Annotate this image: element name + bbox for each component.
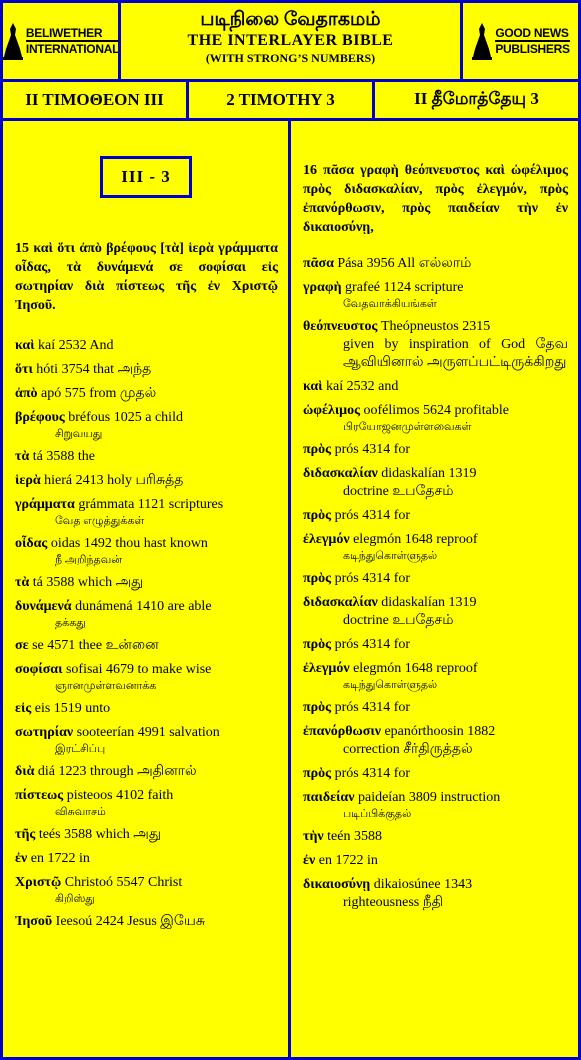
transliteration: prós 4314 for	[334, 637, 411, 652]
transliteration: grámmata 1121 scriptures	[78, 497, 224, 512]
word-entry	[15, 496, 278, 529]
transliteration: Ieesoú 2424 Jesus இயேசு	[55, 914, 205, 929]
transliteration: diá 1223 through அதினால்	[37, 764, 197, 779]
word-entry	[303, 723, 568, 759]
word-entry	[15, 535, 278, 568]
greek-word: τὰ	[15, 449, 30, 464]
bell-icon	[2, 21, 24, 61]
book-bar	[3, 82, 578, 121]
word-entry	[15, 874, 278, 907]
logo-line1: GOOD NEWS	[495, 26, 569, 40]
transliteration: paideían 3809 instruction	[357, 790, 501, 805]
right-column	[291, 121, 578, 1057]
tamil-meaning: விசுவாசம்	[55, 806, 106, 818]
word-entry	[303, 531, 568, 564]
header	[3, 3, 578, 82]
greek-word: πρὸς	[303, 571, 332, 586]
greek-word: γράμματα	[15, 497, 75, 512]
transliteration: Christoó 5547 Christ	[64, 875, 183, 890]
word-entry	[15, 409, 278, 442]
tamil-meaning: கிறிஸ்து	[55, 893, 95, 905]
word-entry	[15, 700, 278, 718]
greek-word: Ἰησοῦ	[15, 914, 53, 929]
word-entry	[15, 724, 278, 757]
greek-word: δικαιοσύνῃ	[303, 877, 371, 892]
greek-word: σωτηρίαν	[15, 725, 74, 740]
word-entry	[303, 441, 568, 459]
greek-word: ἐν	[15, 851, 28, 866]
transliteration: dunámená 1410 are able	[75, 599, 212, 614]
transliteration: elegmón 1648 reproof	[353, 532, 478, 547]
greek-word: οἶδας	[15, 536, 48, 551]
greek-word: θεόπνευστος	[303, 319, 378, 334]
bellwether-logo	[3, 3, 121, 79]
left-column	[3, 121, 291, 1057]
transliteration: se 4571 thee உன்னை	[32, 638, 159, 653]
transliteration: hierá 2413 holy பரிசுத்த	[44, 473, 184, 488]
tamil-meaning: நீ அறிந்தவன்	[55, 554, 122, 566]
greek-word: πᾶσα	[303, 256, 334, 271]
greek-word: σε	[15, 638, 29, 653]
meaning: doctrine உபதேசம்	[343, 613, 454, 628]
greek-word: πίστεως	[15, 788, 64, 803]
chapter-label: III - 3	[100, 156, 192, 198]
word-entry	[303, 594, 568, 630]
word-entry	[15, 361, 278, 379]
greek-word: σοφίσαι	[15, 662, 63, 677]
word-entry	[303, 852, 568, 870]
transliteration: sofisai 4679 to make wise	[65, 662, 212, 677]
greek-word: βρέφους	[15, 410, 65, 425]
tamil-meaning: வேதவாக்கியங்கள்	[343, 298, 437, 310]
meaning: given by inspiration of God தேவ ஆவியினால் அருளப்பட்டிருக்கிறது	[343, 337, 568, 370]
greek-word: καὶ	[15, 338, 35, 353]
greek-word: καὶ	[303, 379, 323, 394]
verse-15: 15 καὶ ὅτι ἀπὸ βρέφους [τὰ] ἱερὰ γράμματα οἶδας, τὰ δυνάμενά σε σοφίσαι εἰς σωτηρίαν διὰ πίστεως τῆς ἐν Χριστῷ Ἰησοῦ.	[15, 241, 278, 313]
word-entry	[303, 699, 568, 717]
transliteration: en 1722 in	[30, 851, 90, 866]
logo-line2: INTERNATIONAL	[25, 42, 120, 56]
transliteration: epanórthoosin 1882	[384, 724, 496, 739]
book-tamil: II தீமோத்தேயு 3	[414, 89, 539, 108]
word-entry	[303, 828, 568, 846]
greek-word: διὰ	[15, 764, 35, 779]
greek-word: πρὸς	[303, 637, 332, 652]
meaning: doctrine உபதேசம்	[343, 484, 454, 499]
greek-word: γραφὴ	[303, 280, 342, 295]
transliteration: tá 3588 which அது	[32, 575, 144, 590]
transliteration: prós 4314 for	[334, 571, 411, 586]
transliteration: apó 575 from முதல்	[40, 386, 157, 401]
word-list	[15, 337, 278, 931]
word-entry	[303, 402, 568, 435]
transliteration: didaskalían 1319	[381, 595, 477, 610]
transliteration: sooteerían 4991 salvation	[76, 725, 220, 740]
word-list	[303, 255, 568, 912]
greek-word: ὠφέλιμος	[303, 403, 361, 418]
transliteration: bréfous 1025 a child	[68, 410, 183, 425]
word-entry	[303, 507, 568, 525]
tamil-meaning: கடிந்துகொள்ளுதல்	[343, 679, 438, 691]
greek-word: τὰ	[15, 575, 30, 590]
word-entry	[303, 318, 568, 372]
transliteration: teés 3588 which அது	[38, 827, 161, 842]
greek-word: δυνάμενά	[15, 599, 72, 614]
transliteration: eis 1519 unto	[34, 701, 111, 716]
greek-word: Χριστῷ	[15, 875, 62, 890]
word-entry	[15, 337, 278, 355]
greek-word: ἐπανόρθωσιν	[303, 724, 381, 739]
word-entry	[15, 850, 278, 868]
transliteration: Theópneustos 2315	[380, 319, 491, 334]
word-entry	[303, 378, 568, 396]
word-entry	[303, 636, 568, 654]
logo-line2: PUBLISHERS	[495, 42, 570, 56]
meaning: righteousness நீதி	[343, 895, 444, 910]
word-entry	[303, 765, 568, 783]
transliteration: en 1722 in	[318, 853, 378, 868]
word-entry	[303, 876, 568, 912]
logo-line1: BELIWETHER	[26, 26, 119, 42]
word-entry	[303, 465, 568, 501]
book-greek: II TIMOΘEON III	[3, 82, 189, 118]
greek-word: διδασκαλίαν	[303, 595, 378, 610]
tamil-meaning: ஞானமுள்ளவனாக்க	[55, 680, 157, 692]
tamil-meaning: இரட்சிப்பு	[55, 743, 106, 755]
tower-icon	[471, 21, 493, 61]
title-english: THE INTERLAYER BIBLE	[187, 32, 394, 49]
transliteration: tá 3588 the	[32, 449, 95, 464]
word-entry	[303, 255, 568, 273]
transliteration: oidas 1492 thou hast known	[50, 536, 208, 551]
tamil-meaning: சிறுவயது	[55, 428, 103, 440]
transliteration: elegmón 1648 reproof	[353, 661, 478, 676]
good-news-logo	[460, 3, 578, 79]
transliteration: hóti 3754 that அந்த	[36, 362, 152, 377]
title-subtitle: (WITH STRONG’S NUMBERS)	[205, 51, 376, 65]
greek-word: πρὸς	[303, 700, 332, 715]
word-entry	[15, 472, 278, 490]
transliteration: pisteoos 4102 faith	[66, 788, 174, 803]
greek-word: ἱερὰ	[15, 473, 41, 488]
word-entry	[15, 913, 278, 931]
tamil-meaning: கடிந்துகொள்ளுதல்	[343, 550, 438, 562]
word-entry	[15, 448, 278, 466]
transliteration: prós 4314 for	[334, 508, 411, 523]
word-entry	[303, 279, 568, 312]
transliteration: oofélimos 5624 profitable	[363, 403, 509, 418]
greek-word: εἰς	[15, 701, 32, 716]
greek-word: ὅτι	[15, 362, 33, 377]
verse-16: 16 πᾶσα γραφὴ θεόπνευστος καὶ ὠφέλιμος πρὸς διδασκαλίαν, πρὸς ἐλεγμόν, πρὸς ἐπανόρθωσιν, πρὸς παιδείαν τὴν ἐν δικαιοσύνῃ,	[303, 163, 568, 235]
word-entry	[15, 787, 278, 820]
transliteration: prós 4314 for	[334, 700, 411, 715]
word-entry	[15, 598, 278, 631]
greek-word: πρὸς	[303, 442, 332, 457]
transliteration: teén 3588	[327, 829, 382, 844]
word-entry	[303, 570, 568, 588]
word-entry	[303, 660, 568, 693]
word-entry	[15, 385, 278, 403]
greek-word: ἐν	[303, 853, 316, 868]
transliteration: prós 4314 for	[334, 442, 411, 457]
greek-word: παιδείαν	[303, 790, 355, 805]
tamil-meaning: பிரயோஜனமுள்ளவைகள்	[343, 421, 472, 433]
word-entry	[15, 637, 278, 655]
word-entry	[303, 789, 568, 822]
tamil-meaning: படிப்பிக்குதல்	[343, 808, 412, 820]
tamil-meaning: வேத எழுத்துக்கள்	[55, 515, 145, 527]
greek-word: ἐλεγμόν	[303, 661, 350, 676]
meaning: correction சீர்திருத்தல்	[343, 742, 473, 757]
greek-word: διδασκαλίαν	[303, 466, 378, 481]
tamil-meaning: தக்கது	[55, 617, 86, 629]
greek-word: ἀπὸ	[15, 386, 38, 401]
greek-word: τῆς	[15, 827, 36, 842]
greek-word: πρὸς	[303, 766, 332, 781]
greek-word: τὴν	[303, 829, 324, 844]
title-block	[121, 3, 460, 79]
transliteration: didaskalían 1319	[381, 466, 477, 481]
word-entry	[15, 763, 278, 781]
transliteration: Pása 3956 All எல்லாம்	[337, 256, 472, 271]
transliteration: prós 4314 for	[334, 766, 411, 781]
transliteration: grafeé 1124 scripture	[345, 280, 464, 295]
book-english: 2 TIMOTHY 3	[189, 82, 375, 118]
transliteration: dikaiosúnee 1343	[373, 877, 473, 892]
word-entry	[15, 661, 278, 694]
greek-word: ἐλεγμόν	[303, 532, 350, 547]
title-tamil: படிநிலை வேதாகமம்	[200, 9, 381, 30]
transliteration: kaí 2532 and	[326, 379, 399, 394]
word-entry	[15, 574, 278, 592]
transliteration: kaí 2532 And	[38, 338, 114, 353]
greek-word: πρὸς	[303, 508, 332, 523]
word-entry	[15, 826, 278, 844]
